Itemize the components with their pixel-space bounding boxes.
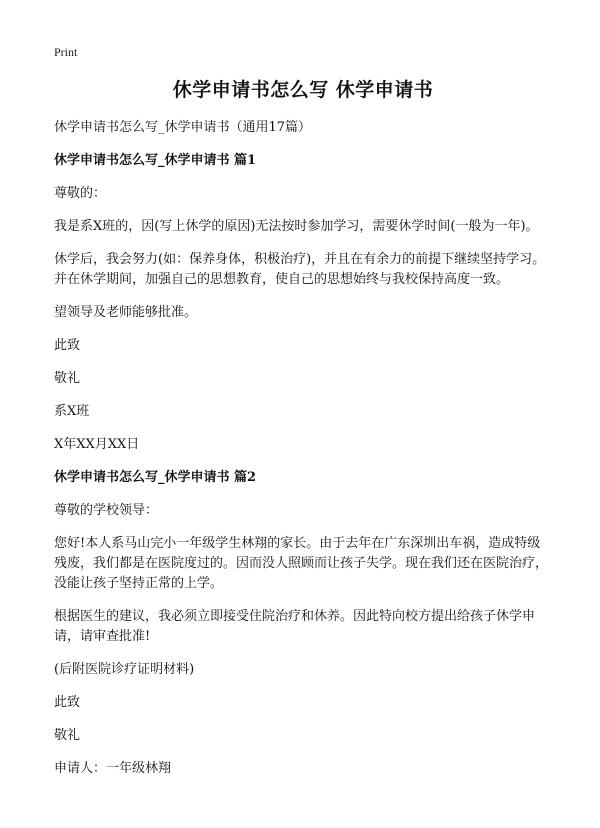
section-1 (54, 151, 552, 455)
body-paragraph: 您好!本人系马山完小一年级学生林翔的家长。由于去年在广东深圳出车祸，造成特级残废，我们都是在医院度过的。因而没人照顾而让孩子失学。现在我们还在医院治疗，没能让孩子坚持正常的上学。 (54, 536, 549, 591)
section-2 (54, 468, 552, 779)
body-paragraph: 休学后，我会努力(如：保养身体，积极治疗)，并且在有余力的前提下继续坚持学习。并在休学期间，加强自己的思想教育，使自己的思想始终与我校保持高度一致。 (54, 252, 546, 287)
signature: 申请人：一年级林翔 (54, 761, 172, 776)
date-line: X年XX月XX日 (54, 437, 140, 452)
print-label[interactable]: Print (54, 45, 78, 59)
salutation: 尊敬的： (54, 186, 107, 201)
body-paragraph: (后附医院诊疗证明材料) (54, 662, 195, 677)
section-heading: 休学申请书怎么写_休学申请书 篇2 (54, 470, 257, 485)
section-heading: 休学申请书怎么写_休学申请书 篇1 (54, 153, 257, 168)
document-title: 休学申请书怎么写 休学申请书 (172, 79, 434, 101)
closing-line: 敬礼 (54, 728, 81, 743)
salutation: 尊敬的学校领导： (54, 503, 159, 518)
body-paragraph: 我是系X班的，因(写上休学的原因)无法按时参加学习，需要休学时间(一般为一年)。 (54, 219, 539, 234)
document-subtitle: 休学申请书怎么写_休学申请书（通用17篇） (54, 120, 312, 135)
body-paragraph: 根据医生的建议，我必须立即接受住院治疗和休养。因此特向校方提出给孩子休学申请，请审查批准! (54, 609, 536, 644)
closing-line: 此致 (54, 695, 81, 710)
closing-line: 此致 (54, 338, 81, 353)
body-paragraph: 望领导及老师能够批准。 (54, 305, 198, 320)
closing-line: 敬礼 (54, 371, 81, 386)
signature: 系X班 (54, 404, 90, 419)
